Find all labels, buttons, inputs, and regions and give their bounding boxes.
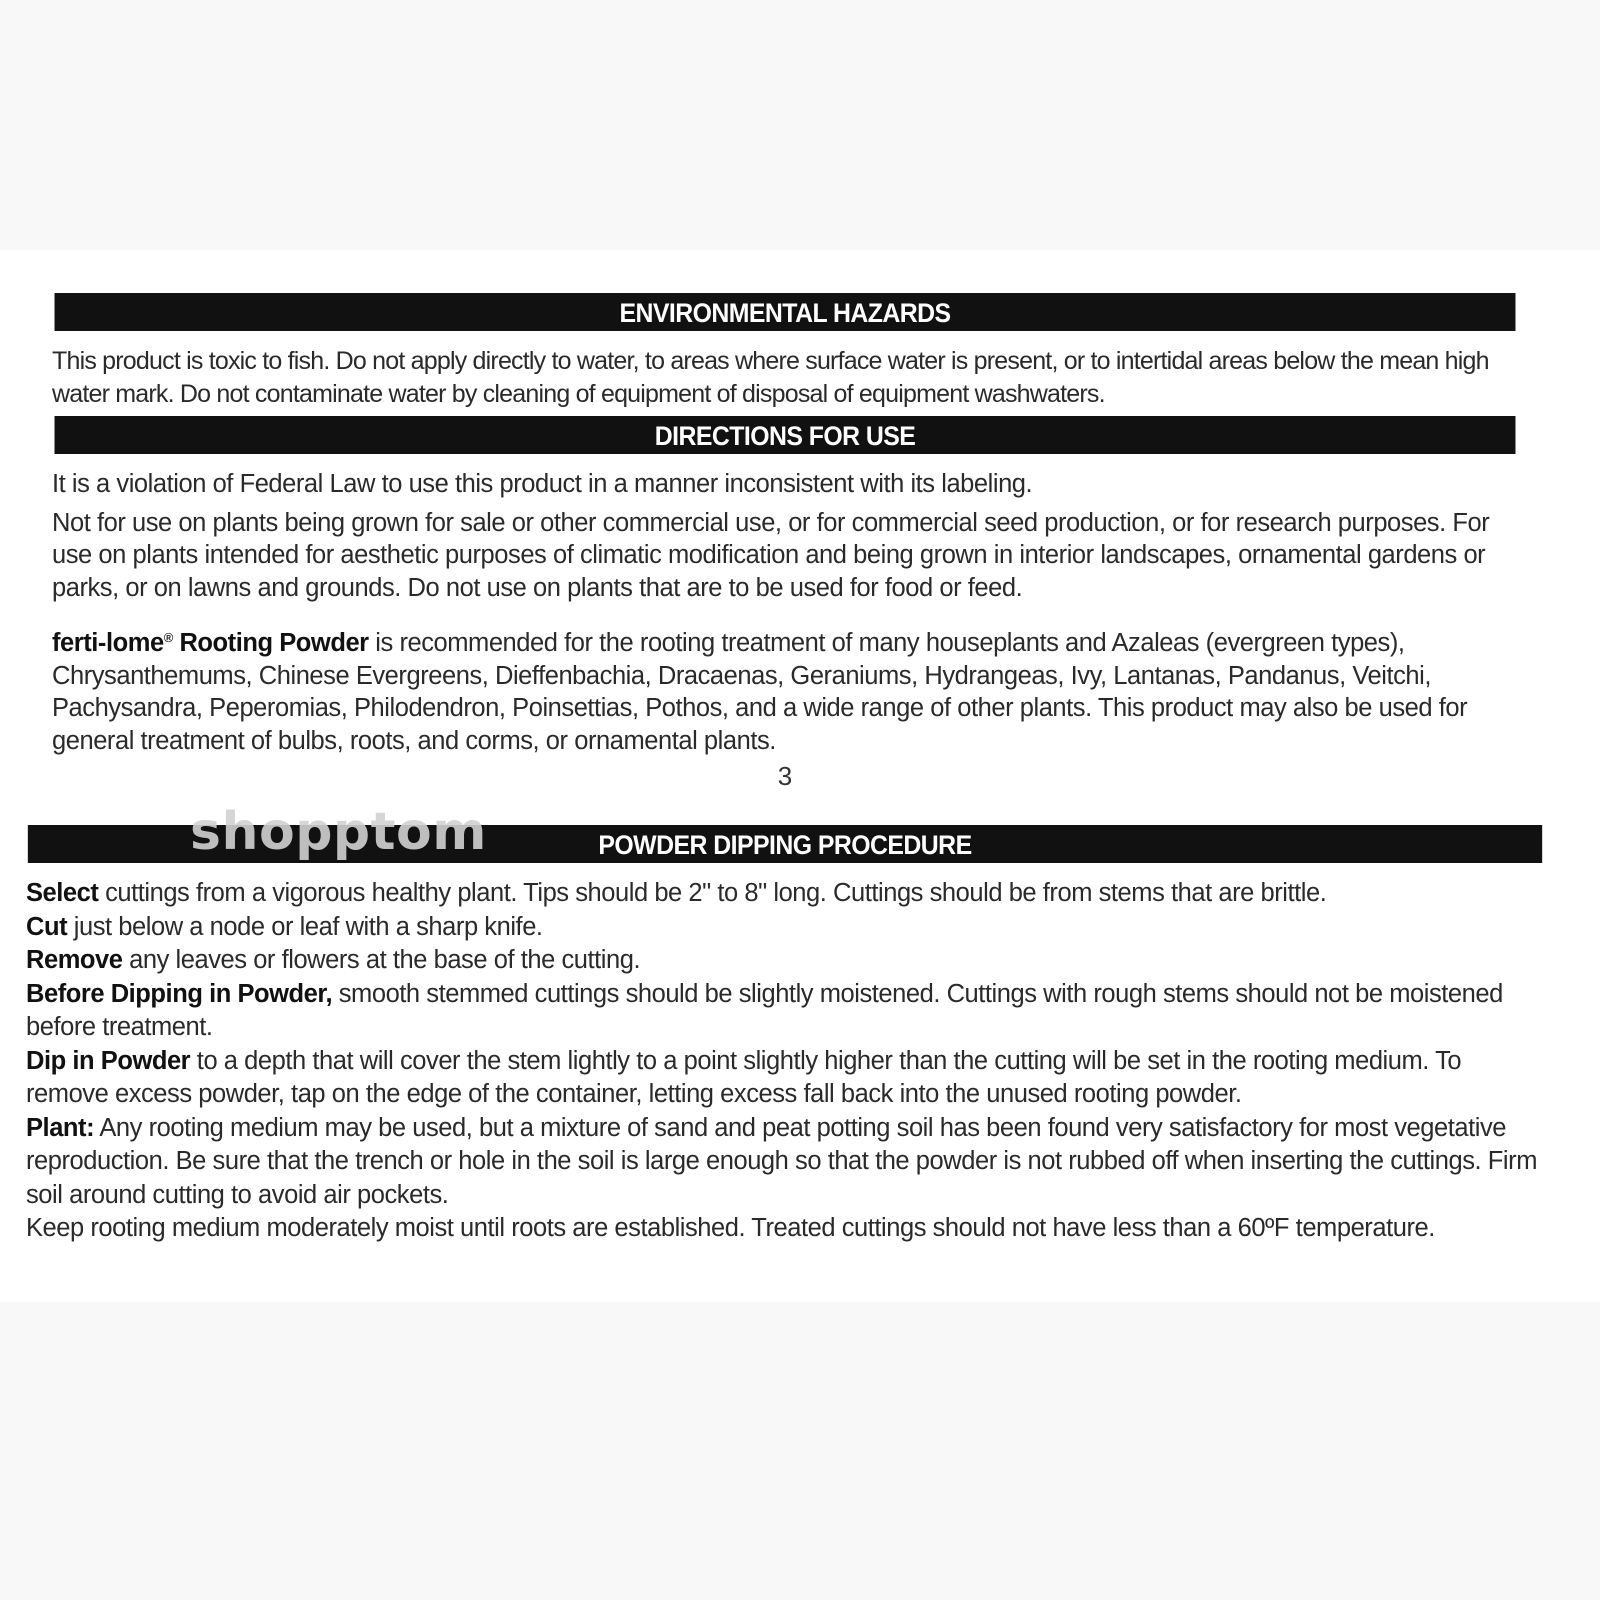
procedure-step-select [26,877,1544,911]
top-margin [0,0,1600,250]
bottom-margin [0,1302,1600,1600]
watermark-text: shopptom [190,802,487,862]
recommended-plants-text [52,622,1518,757]
procedure-closing-text: Keep rooting medium moderately moist until roots are established. Treated cuttings should not have less than a 60ºF temperature. [26,1214,1435,1242]
step-lead: Before Dipping in Powder, [26,979,333,1008]
label-section-upper [52,293,1518,792]
step-text: Any rooting medium may be used, but a mixture of sand and peat potting soil has been found very satisfactory for most vegetative reproduction. Be sure that the trench or hole in the soil is large enough so that the powder is not rubbed off when inserting the cuttings. Firm soil around cutting to avoid air pockets. [26,1113,1537,1209]
step-lead: Select [26,879,99,907]
environmental-hazards-heading: ENVIRONMENTAL HAZARDS [55,293,1516,331]
registered-mark: ® [163,630,173,645]
procedure-step-plant [26,1112,1544,1213]
step-text: cuttings from a vigorous healthy plant. Tips should be 2" to 8" long. Cuttings should be from stems that are brittle. [98,879,1327,907]
recommended-plants-body: is recommended for the rooting treatment of many houseplants and Azaleas (evergreen types), Chrysanthemums, Chinese Evergreens, Dieffenbachia, Dracaenas, Geraniums, Hydrangeas, Ivy, Lantanas, Pandanus, Veitchi, Pachysandra, Peperomias, Philodendron, Poinsettias, Pothos, and a wide range of other plants. This product may also be used for general treatment of bulbs, roots, and corms, or ornamental plants. [52,629,1468,755]
label-sheet [0,250,1600,1302]
step-lead: Cut [26,912,68,941]
page-number: 3 [777,761,793,791]
step-lead: Remove [26,946,123,974]
brand-name: ferti-lome [52,629,164,657]
procedure-step-remove [26,944,1544,978]
step-text: just below a node or leaf with a sharp knife. [67,912,543,941]
powder-dipping-procedure-heading: POWDER DIPPING PROCEDURE [28,825,1542,863]
step-text: any leaves or flowers at the base of the cutting. [122,946,641,974]
step-lead: Plant: [26,1113,95,1142]
step-text: to a depth that will cover the stem lightly to a point slightly higher than the cutting will be set in the rooting medium. To remove excess powder, tap on the edge of the container, letting excess fall back into the unused rooting powder. [26,1046,1462,1108]
procedure-step-before-dipping [26,978,1544,1045]
directions-for-use-heading: DIRECTIONS FOR USE [55,416,1516,454]
label-section-lower [26,825,1544,1246]
federal-law-text: It is a violation of Federal Law to use this product in a manner inconsistent with its labeling. [52,470,1033,498]
step-text: smooth stemmed cuttings should be slightly moistened. Cuttings with rough stems should not be moistened before treatment. [26,979,1503,1041]
procedure-step-cut [26,911,1544,945]
usage-restrictions-text: Not for use on plants being grown for sale or other commercial use, or for commercial seed production, or for research purposes. For use on plants intended for aesthetic purposes of climatic modification and being grown in interior landscapes, ornamental gardens or parks, or on lawns and grounds. Do not use on plants that are to be used for food or feed. [52,508,1490,602]
procedure-step-dip [26,1045,1544,1112]
step-lead: Dip in Powder [26,1046,191,1075]
product-name: Rooting Powder [172,629,369,657]
environmental-hazards-text: This product is toxic to fish. Do not apply directly to water, to areas where surface water is present, or to intertidal areas below the mean high water mark. Do not contaminate water by cleaning of equipment of disposal of equipment washwaters. [52,347,1489,408]
